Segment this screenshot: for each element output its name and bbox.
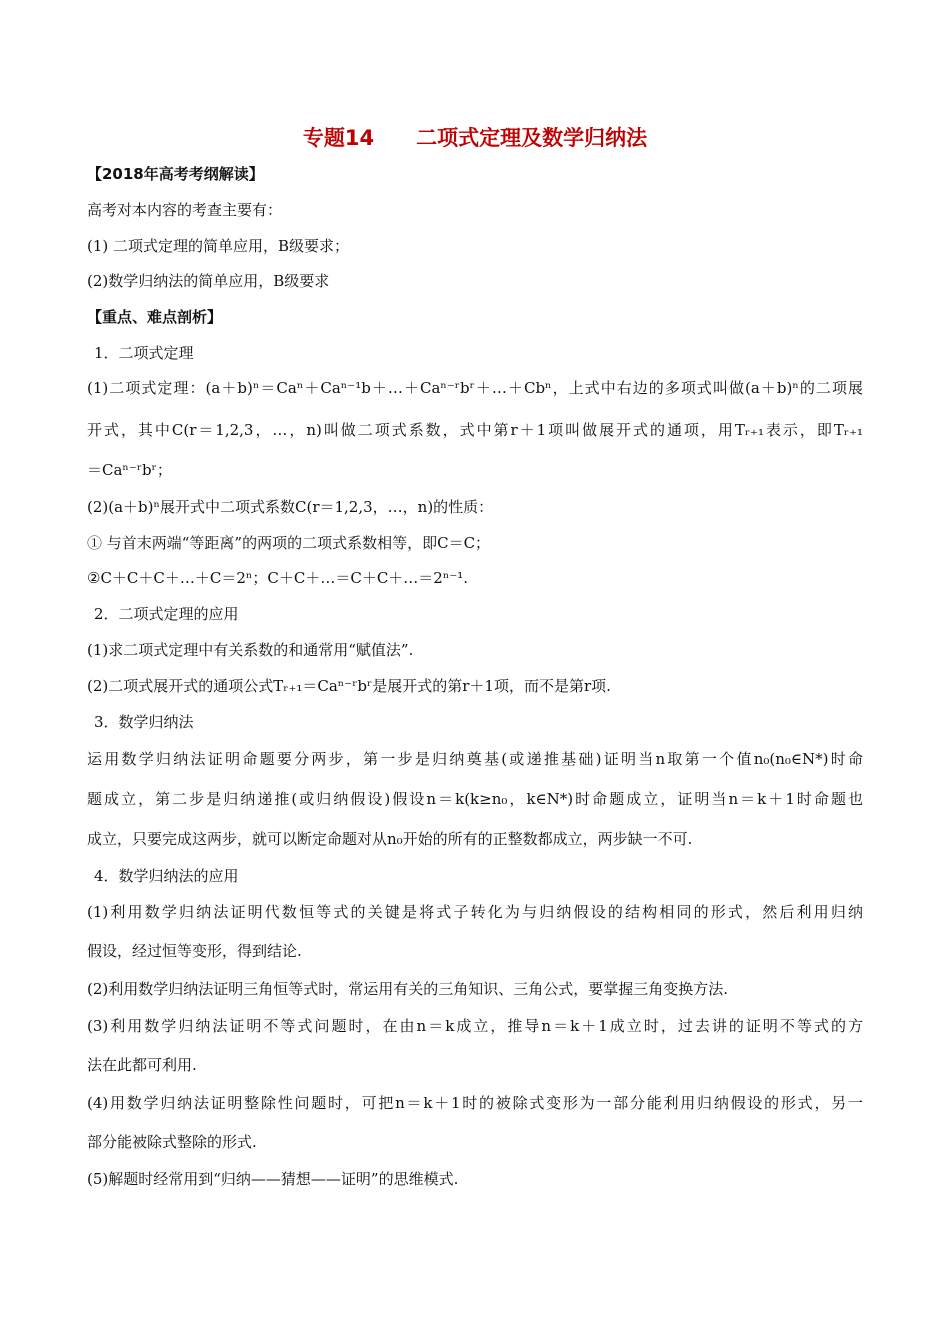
paragraph-line: (2)利用数学归纳法证明三角恒等式时，常运用有关的三角知识、三角公式，要掌握三角变换方法. xyxy=(87,980,729,998)
subheading-induction: 3．数学归纳法 xyxy=(94,713,194,731)
paragraph-line: (1)求二项式定理中有关系数的和通常用“赋值法”. xyxy=(87,641,414,659)
paragraph-line: ＝Caⁿ⁻ʳbʳ； xyxy=(87,461,172,479)
paragraph-line: 部分能被除式整除的形式. xyxy=(87,1133,257,1151)
paragraph-line: 成立，只要完成这两步，就可以断定命题对从n₀开始的所有的正整数都成立，两步缺一不可. xyxy=(87,830,693,848)
paragraph-line: (2)二项式展开式的通项公式Tᵣ₊₁＝Caⁿ⁻ʳbʳ是展开式的第r＋1项，而不是第r项. xyxy=(87,677,611,695)
paragraph-line: (1)利用数学归纳法证明代数恒等式的关键是将式子转化为与归纳假设的结构相同的形式，然后利用归纳 xyxy=(87,903,863,921)
page-title: 专题14 二项式定理及数学归纳法 xyxy=(302,126,648,150)
section-heading-key-points: 【重点、难点剖析】 xyxy=(87,308,223,326)
paragraph-line: 开式，其中C(r＝1,2,3，…，n)叫做二项式系数，式中第r＋1项叫做展开式的通项，用Tᵣ₊₁表示，即Tᵣ₊₁ xyxy=(87,421,863,439)
paragraph-line: (3)利用数学归纳法证明不等式问题时，在由n＝k成立，推导n＝k＋1成立时，过去讲的证明不等式的方 xyxy=(87,1017,863,1035)
paragraph-line: 高考对本内容的考查主要有： xyxy=(87,201,283,219)
paragraph-line: 运用数学归纳法证明命题要分两步，第一步是归纳奠基(或递推基础)证明当n取第一个值n₀(n₀∈N*)时命 xyxy=(87,750,863,768)
subheading-binomial-theorem: 1．二项式定理 xyxy=(94,344,194,362)
paragraph-line: (1) 二项式定理的简单应用，B级要求； xyxy=(87,237,350,255)
paragraph-line: (1)二项式定理：(a＋b)ⁿ＝Caⁿ＋Caⁿ⁻¹b＋…＋Caⁿ⁻ʳbʳ＋…＋Cbⁿ，上式中右边的多项式叫做(a＋b)ⁿ的二项展 xyxy=(87,379,863,397)
paragraph-line: ① 与首末两端“等距离”的两项的二项式系数相等，即C＝C； xyxy=(87,534,491,552)
paragraph-line: (4)用数学归纳法证明整除性问题时，可把n＝k＋1时的被除式变形为一部分能利用归纳假设的形式，另一 xyxy=(87,1094,863,1112)
subheading-binomial-application: 2．二项式定理的应用 xyxy=(94,605,239,623)
paragraph-line: (2)数学归纳法的简单应用，B级要求 xyxy=(87,272,330,290)
paragraph-line: ②C＋C＋C＋…＋C＝2ⁿ；C＋C＋…＝C＋C＋…＝2ⁿ⁻¹. xyxy=(87,569,469,587)
section-heading-exam-outline: 【2018年高考考纲解读】 xyxy=(87,165,264,183)
subheading-induction-application: 4．数学归纳法的应用 xyxy=(94,867,239,885)
paragraph-line: (2)(a＋b)ⁿ展开式中二项式系数C(r＝1,2,3，…，n)的性质： xyxy=(87,498,494,516)
paragraph-line: 假设，经过恒等变形，得到结论. xyxy=(87,942,302,960)
paragraph-line: (5)解题时经常用到“归纳——猜想——证明”的思维模式. xyxy=(87,1170,459,1188)
paragraph-line: 法在此都可利用. xyxy=(87,1056,197,1074)
paragraph-line: 题成立，第二步是归纳递推(或归纳假设)假设n＝k(k≥n₀，k∈N*)时命题成立，证明当n＝k＋1时命题也 xyxy=(87,790,863,808)
